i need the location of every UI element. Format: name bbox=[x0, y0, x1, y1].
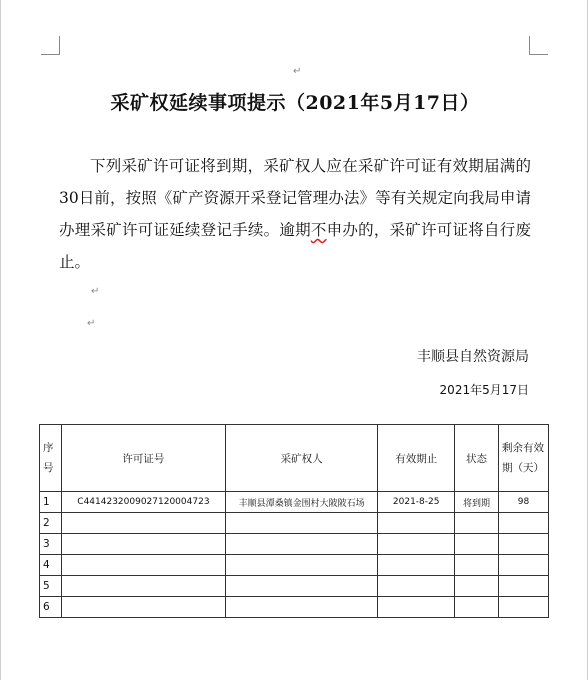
notice-text-part-1: 下列采矿许可证将到期，采矿权人应在采矿许可证有效期届满的30日前，按照《矿产资源开采登记管理办法》等有关规定向我局申请办理采矿许可证延续登记手续。逾期 bbox=[59, 157, 531, 239]
cell-license-no: C4414232009027120004723 bbox=[61, 492, 225, 513]
cell-index: 6 bbox=[40, 597, 62, 618]
table-row bbox=[40, 534, 549, 555]
notice-paragraph[interactable] bbox=[59, 150, 531, 278]
cell-status bbox=[455, 555, 499, 576]
cell-index: 4 bbox=[40, 555, 62, 576]
cell-expiry: 2021-8-25 bbox=[378, 492, 455, 513]
paragraph-mark: ↵ bbox=[293, 66, 302, 77]
cell-status: 将到期 bbox=[455, 492, 499, 513]
table-row bbox=[40, 555, 549, 576]
cell-remaining bbox=[499, 534, 549, 555]
issuer-name: 丰顺县自然资源局 bbox=[417, 349, 529, 365]
header-status: 状态 bbox=[455, 425, 499, 492]
cell-holder bbox=[225, 597, 377, 618]
header-expiry: 有效期止 bbox=[378, 425, 455, 492]
cell-holder bbox=[225, 534, 377, 555]
cell-expiry bbox=[378, 576, 455, 597]
cell-expiry bbox=[378, 555, 455, 576]
header-remaining: 剩余有效 期（天） bbox=[499, 425, 549, 492]
table-row bbox=[40, 513, 549, 534]
paragraph-mark: ↵ bbox=[87, 318, 96, 329]
paragraph-mark: ↵ bbox=[91, 286, 100, 297]
table-row bbox=[40, 492, 549, 513]
cell-index: 2 bbox=[40, 513, 62, 534]
cell-holder: 丰顺县潭桑镇金围村大陂陂石场 bbox=[225, 492, 377, 513]
cell-remaining bbox=[499, 555, 549, 576]
cell-holder bbox=[225, 576, 377, 597]
crop-mark-top-right bbox=[529, 36, 548, 55]
spellcheck-underlined-word: 不 bbox=[310, 221, 327, 239]
cell-index: 1 bbox=[40, 492, 62, 513]
notice-text-part-2: 申办的，采矿许可证将自行废止。 bbox=[59, 221, 531, 271]
cell-expiry bbox=[378, 597, 455, 618]
cell-license-no bbox=[61, 555, 225, 576]
table-row bbox=[40, 597, 549, 618]
license-table bbox=[39, 424, 549, 618]
cell-license-no bbox=[61, 597, 225, 618]
table-row bbox=[40, 576, 549, 597]
cell-holder bbox=[225, 555, 377, 576]
cell-remaining: 98 bbox=[499, 492, 549, 513]
cell-status bbox=[455, 576, 499, 597]
cell-remaining bbox=[499, 597, 549, 618]
cell-remaining bbox=[499, 513, 549, 534]
issue-date: 2021年5月17日 bbox=[439, 383, 529, 397]
header-index: 序 号 bbox=[40, 425, 62, 492]
cell-remaining bbox=[499, 576, 549, 597]
cell-expiry bbox=[378, 534, 455, 555]
cell-license-no bbox=[61, 513, 225, 534]
table-header-row bbox=[40, 425, 549, 492]
cell-license-no bbox=[61, 576, 225, 597]
cell-status bbox=[455, 597, 499, 618]
header-holder: 采矿权人 bbox=[225, 425, 377, 492]
document-title: 采矿权延续事项提示（2021年5月17日） bbox=[110, 92, 480, 114]
cell-license-no bbox=[61, 534, 225, 555]
header-license-no: 许可证号 bbox=[61, 425, 225, 492]
cell-status bbox=[455, 513, 499, 534]
cell-expiry bbox=[378, 513, 455, 534]
cell-index: 5 bbox=[40, 576, 62, 597]
cell-status bbox=[455, 534, 499, 555]
crop-mark-top-left bbox=[41, 36, 60, 55]
cell-index: 3 bbox=[40, 534, 62, 555]
cell-holder bbox=[225, 513, 377, 534]
